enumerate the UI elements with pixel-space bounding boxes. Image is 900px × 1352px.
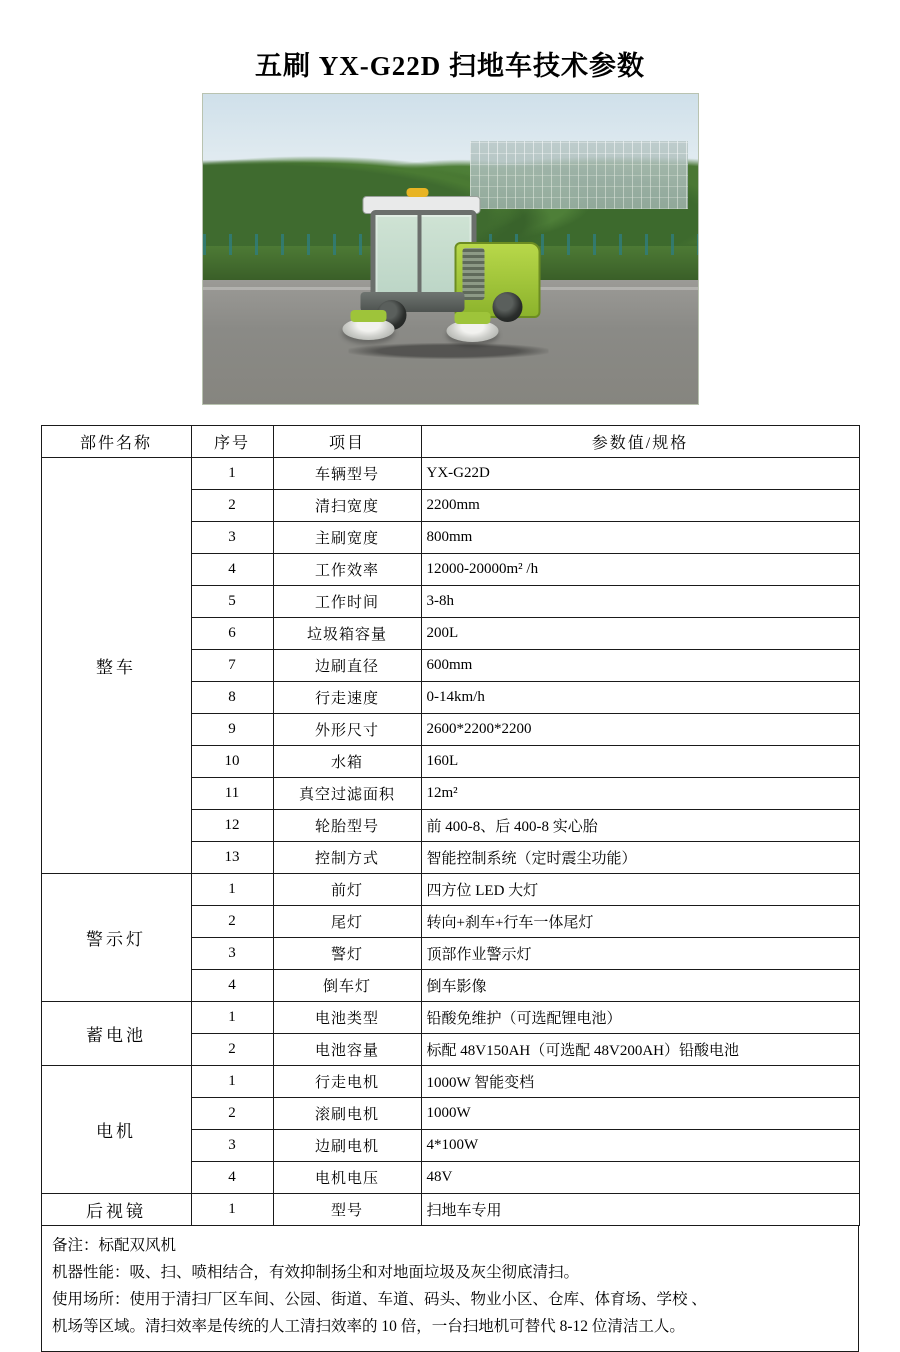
item-cell: 工作效率 [273,554,421,586]
item-cell: 警灯 [273,938,421,970]
value-cell: 0-14km/h [421,682,859,714]
item-cell: 滚刷电机 [273,1098,421,1130]
value-cell: 扫地车专用 [421,1194,859,1226]
no-cell: 8 [191,682,273,714]
value-cell: YX-G22D [421,458,859,490]
header-value: 参数值/规格 [421,426,859,458]
item-cell: 水箱 [273,746,421,778]
value-cell: 转向+刹车+行车一体尾灯 [421,906,859,938]
item-cell: 控制方式 [273,842,421,874]
value-cell: 1000W 智能变档 [421,1066,859,1098]
item-cell: 真空过滤面积 [273,778,421,810]
value-cell: 前 400-8、后 400-8 实心胎 [421,810,859,842]
no-cell: 2 [191,1098,273,1130]
value-cell: 2600*2200*2200 [421,714,859,746]
header-item: 项目 [273,426,421,458]
value-cell: 顶部作业警示灯 [421,938,859,970]
value-cell: 铅酸免维护（可选配锂电池） [421,1002,859,1034]
rear-wheel [493,292,523,322]
no-cell: 2 [191,906,273,938]
no-cell: 1 [191,458,273,490]
table-row [41,874,859,906]
no-cell: 1 [191,874,273,906]
vehicle-bumper [361,292,465,312]
part-cell: 警示灯 [41,874,191,1002]
no-cell: 2 [191,490,273,522]
item-cell: 主刷宽度 [273,522,421,554]
no-cell: 3 [191,1130,273,1162]
no-cell: 4 [191,1162,273,1194]
item-cell: 车辆型号 [273,458,421,490]
table-row [41,458,859,490]
value-cell: 倒车影像 [421,970,859,1002]
spec-table [41,425,860,1226]
beacon-light-icon [407,188,429,197]
item-cell: 工作时间 [273,586,421,618]
no-cell: 9 [191,714,273,746]
sweeper-vehicle [343,188,558,373]
item-cell: 尾灯 [273,906,421,938]
header-part: 部件名称 [41,426,191,458]
table-row [41,1066,859,1098]
value-cell: 12000-20000m² /h [421,554,859,586]
item-cell: 垃圾箱容量 [273,618,421,650]
no-cell: 4 [191,554,273,586]
no-cell: 10 [191,746,273,778]
value-cell: 2200mm [421,490,859,522]
item-cell: 清扫宽度 [273,490,421,522]
table-row [41,1194,859,1226]
item-cell: 行走速度 [273,682,421,714]
value-cell: 800mm [421,522,859,554]
part-cell: 后视镜 [41,1194,191,1226]
item-cell: 前灯 [273,874,421,906]
item-cell: 边刷直径 [273,650,421,682]
no-cell: 13 [191,842,273,874]
value-cell: 48V [421,1162,859,1194]
value-cell: 600mm [421,650,859,682]
part-cell: 蓄电池 [41,1002,191,1066]
no-cell: 1 [191,1002,273,1034]
no-cell: 3 [191,522,273,554]
side-brush-right [447,320,499,342]
vehicle-grille [463,248,485,300]
item-cell: 电机电压 [273,1162,421,1194]
no-cell: 3 [191,938,273,970]
header-no: 序号 [191,426,273,458]
no-cell: 12 [191,810,273,842]
part-cell: 电机 [41,1066,191,1194]
side-brush-left [343,318,395,340]
value-cell: 160L [421,746,859,778]
item-cell: 行走电机 [273,1066,421,1098]
table-row [41,1002,859,1034]
item-cell: 电池类型 [273,1002,421,1034]
no-cell: 4 [191,970,273,1002]
no-cell: 6 [191,618,273,650]
item-cell: 边刷电机 [273,1130,421,1162]
value-cell: 200L [421,618,859,650]
no-cell: 5 [191,586,273,618]
no-cell: 2 [191,1034,273,1066]
note-line-4: 机场等区域。清扫效率是传统的人工清扫效率的 10 倍，一台扫地机可替代 8-12 位清洁工人。 [52,1318,685,1336]
note-line-3: 使用场所：使用于清扫厂区车间、公园、街道、车道、码头、物业小区、仓库、体育场、学校 、 [52,1291,707,1309]
item-cell: 倒车灯 [273,970,421,1002]
vehicle-shadow [349,343,549,359]
value-cell: 12m² [421,778,859,810]
item-cell: 轮胎型号 [273,810,421,842]
part-cell: 整车 [41,458,191,874]
value-cell: 3-8h [421,586,859,618]
value-cell: 四方位 LED 大灯 [421,874,859,906]
page-title: 五刷 YX-G22D 扫地车技术参数 [255,51,645,81]
no-cell: 1 [191,1194,273,1226]
value-cell: 1000W [421,1098,859,1130]
no-cell: 7 [191,650,273,682]
note-line-2: 机器性能：吸、扫、喷相结合，有效抑制扬尘和对地面垃圾及灰尘彻底清扫。 [52,1264,580,1282]
notes-block [41,1226,859,1352]
value-cell: 智能控制系统（定时震尘功能） [421,842,859,874]
item-cell: 型号 [273,1194,421,1226]
table-header-row [41,426,859,458]
value-cell: 4*100W [421,1130,859,1162]
item-cell: 电池容量 [273,1034,421,1066]
note-line-1: 备注：标配双风机 [52,1237,177,1254]
no-cell: 1 [191,1066,273,1098]
value-cell: 标配 48V150AH（可选配 48V200AH）铅酸电池 [421,1034,859,1066]
product-photo [202,93,699,405]
item-cell: 外形尺寸 [273,714,421,746]
no-cell: 11 [191,778,273,810]
